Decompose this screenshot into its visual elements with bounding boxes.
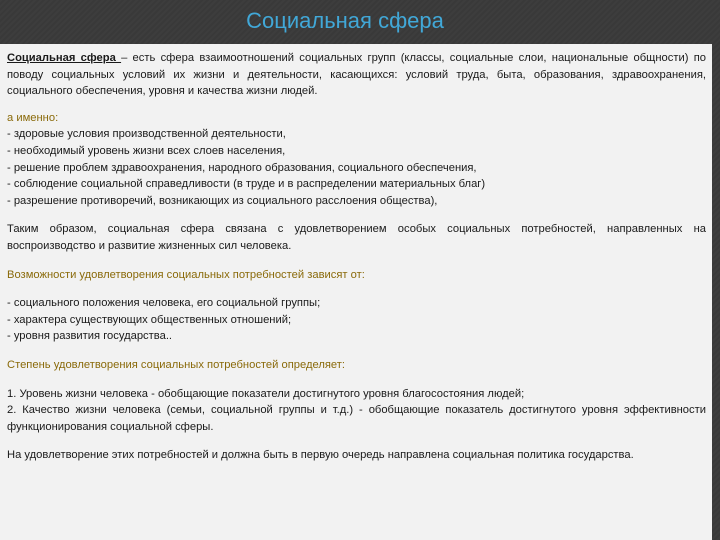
degree-heading: Степень удовлетворения социальных потребностей определяет: bbox=[7, 358, 346, 371]
possibilities-item: - характера существующих общественных отношений; bbox=[7, 313, 292, 326]
possibilities-item: - социального положения человека, его социальной группы; bbox=[7, 297, 321, 310]
intro-paragraph bbox=[7, 50, 706, 100]
namely-block bbox=[7, 110, 706, 210]
namely-item: - соблюдение социальной справедливости (в труде и в распределении материальных благ) bbox=[7, 178, 486, 191]
namely-item: - здоровые условия производственной деятельности, bbox=[7, 128, 286, 141]
slide-title: Социальная сфера bbox=[246, 8, 444, 33]
namely-item: - разрешение противоречий, возникающих из социального расслоения общества), bbox=[7, 194, 438, 207]
possibilities-item: - уровня развития государства.. bbox=[7, 330, 173, 343]
content-panel bbox=[0, 44, 712, 540]
degree-item: 2. Качество жизни человека (семьи, социальной группы и т.д.) - обобщающие показатель достигнутого уровня эффективности функционирования социальной сферы. bbox=[7, 404, 706, 433]
policy-paragraph: На удовлетворение этих потребностей и должна быть в первую очередь направлена социальная политика государства. bbox=[7, 449, 634, 462]
degree-list bbox=[7, 386, 706, 436]
possibilities-list bbox=[7, 295, 706, 345]
possibilities-heading: Возможности удовлетворения социальных потребностей зависят от: bbox=[7, 268, 365, 281]
intro-term: Социальная сфера bbox=[7, 52, 122, 64]
namely-item: - необходимый уровень жизни всех слоев населения, bbox=[7, 144, 286, 157]
intro-text: – есть сфера взаимоотношений социальных групп (классы, социальные слои, национальные общности) по поводу социальных условий их жизни и деятельности, касающихся: условий труда, быта, образования, здравоохранения, социального обеспечения, уровня и качества жизни людей. bbox=[7, 52, 706, 98]
namely-heading: а именно: bbox=[7, 111, 59, 124]
summary-paragraph: Таким образом, социальная сфера связана с удовлетворением особых социальных потребностей, направленных на воспроизводство и развитие жизненных сил человека. bbox=[7, 223, 706, 252]
namely-item: - решение проблем здравоохранения, народного образования, социального обеспечения, bbox=[7, 161, 477, 174]
degree-item: 1. Уровень жизни человека - обобщающие показатели достигнутого уровня благосостояния людей; bbox=[7, 387, 525, 400]
